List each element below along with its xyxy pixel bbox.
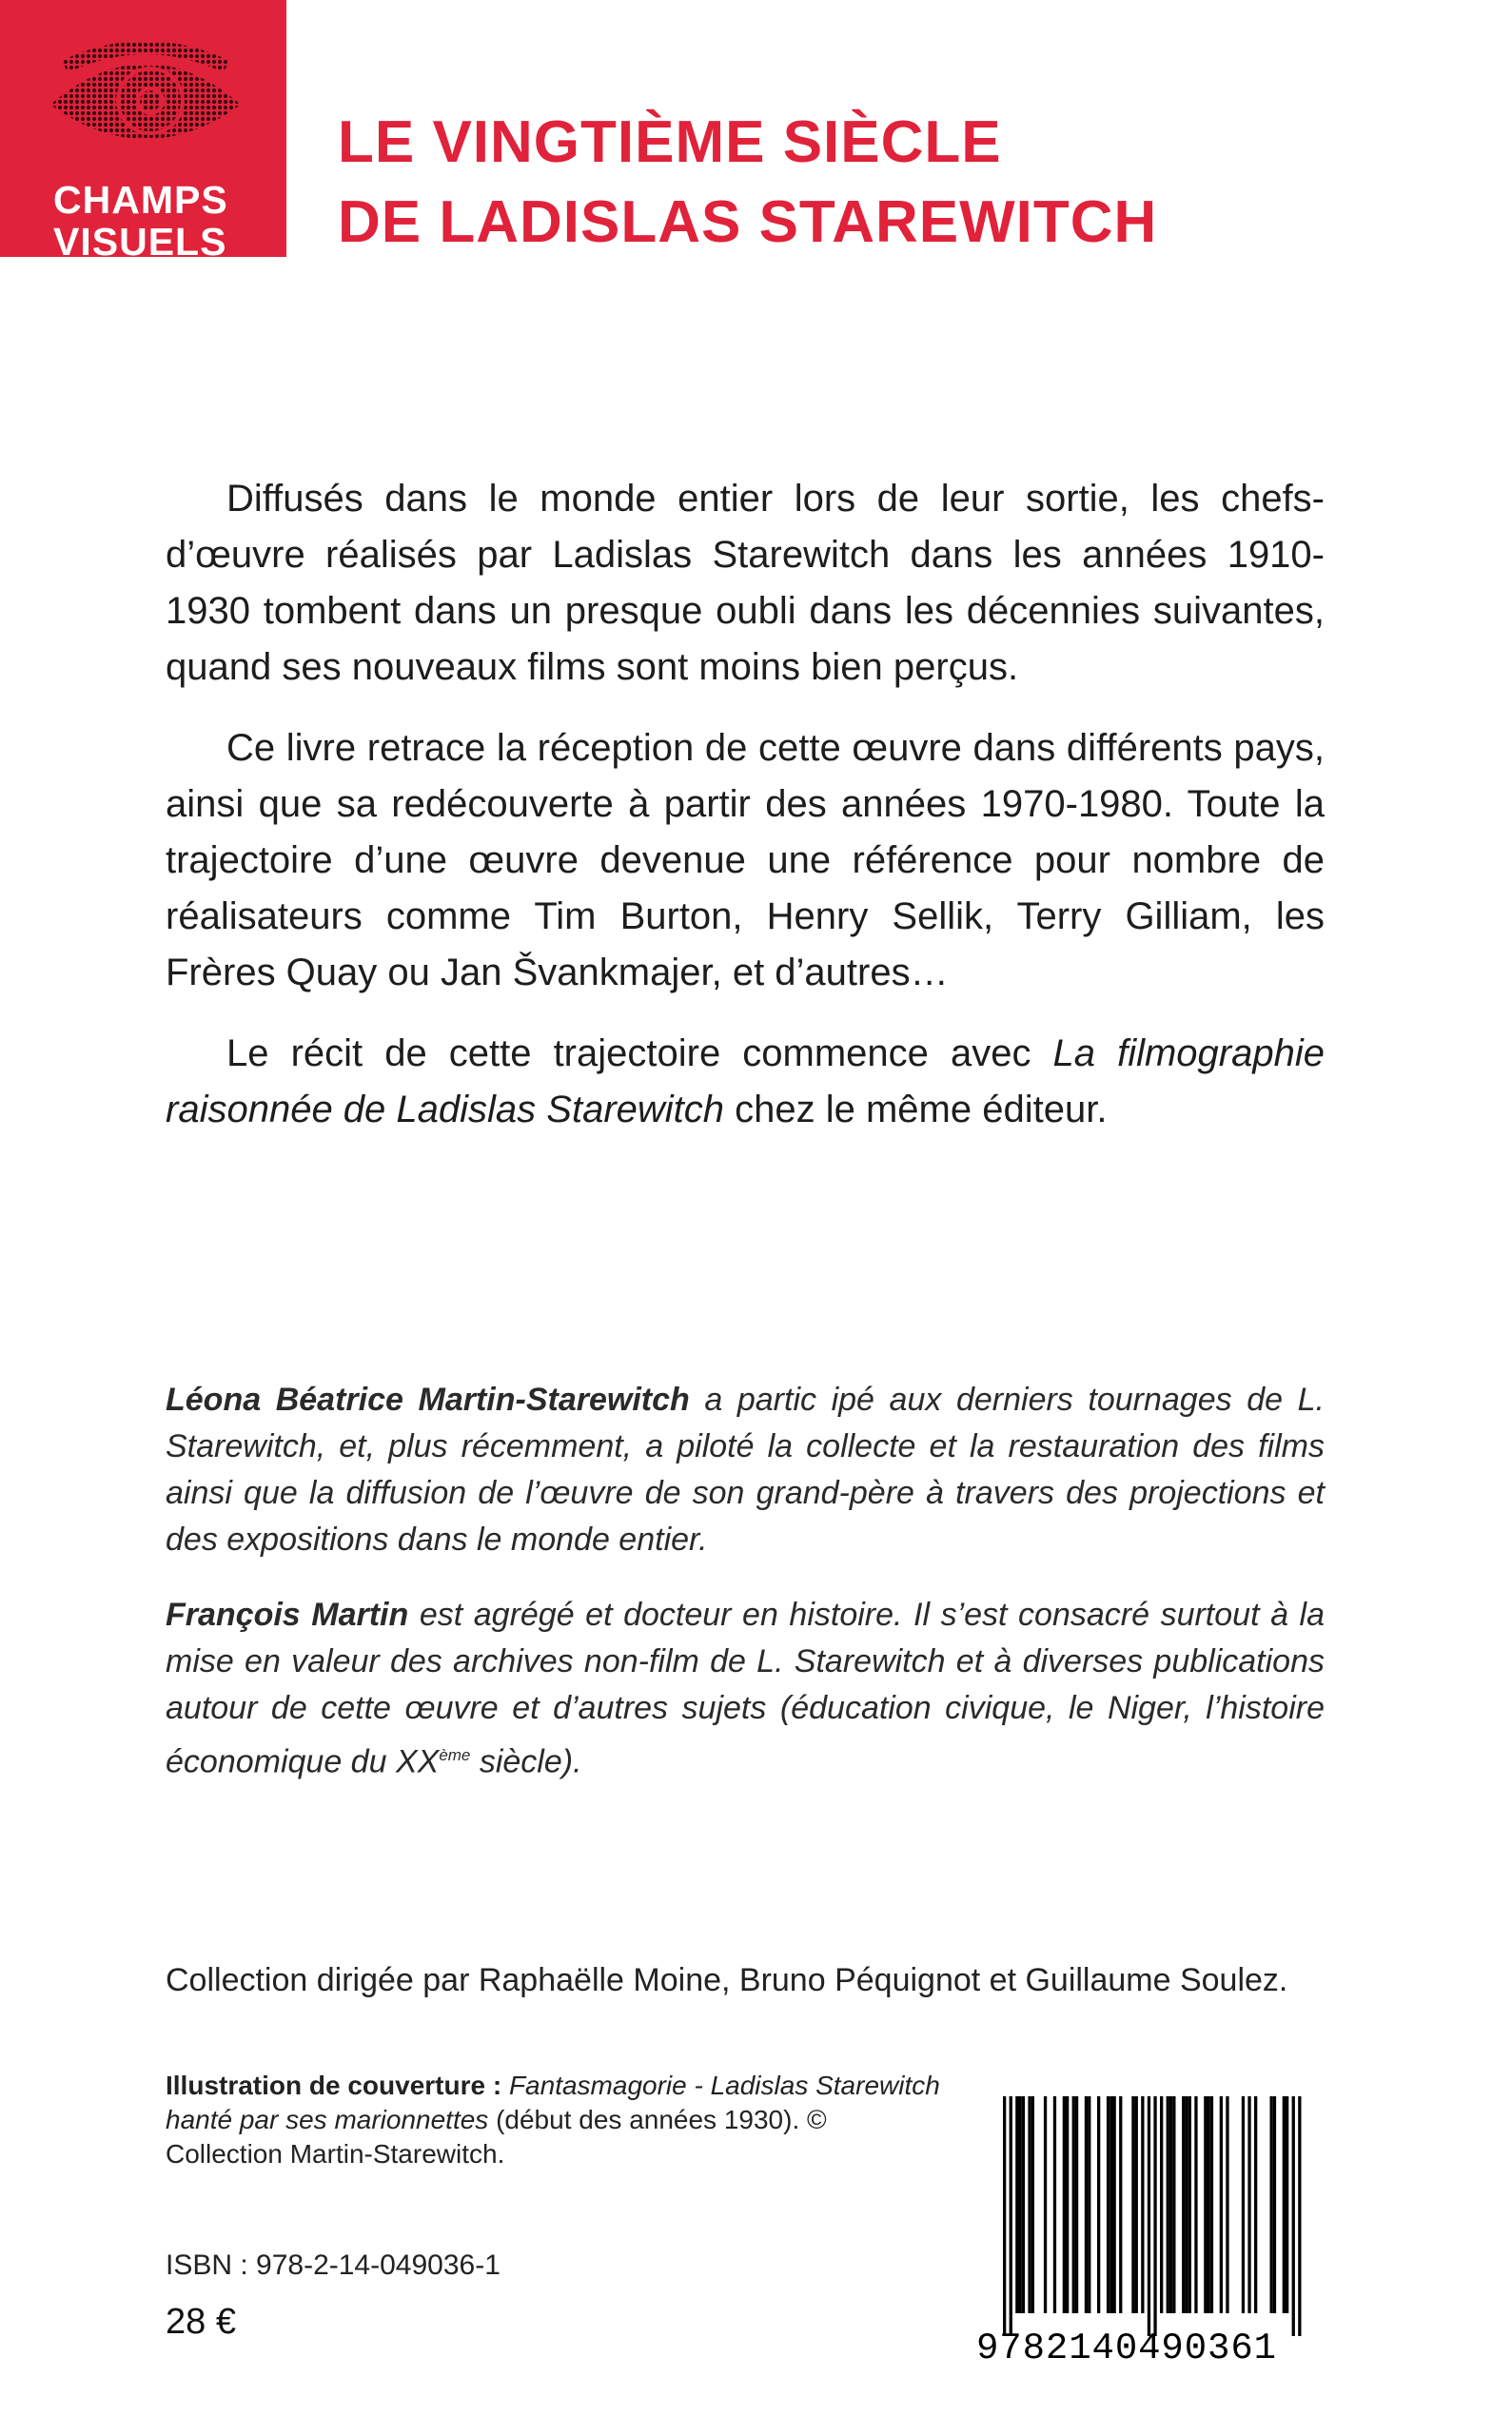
blurb-paragraph-1: Diffusés dans le monde entier lors de leur sortie, les chefs-d’œuvre réalisés par Ladislas Starewitch dans les années 1910-1930 tombent dans un presque oubli dans les décennies suivantes, quand ses nouveaux films sont moins bien perçus. [166,478,1325,688]
barcode-bar [1119,2096,1122,2313]
barcode-bar [1204,2096,1207,2313]
barcode-bar [1107,2096,1109,2313]
barcode-bar [1072,2096,1075,2313]
author-bio-2-text: est agrégé et docteur en histoire. Il s’est consacré surtout à la mise en valeur des archives non-film de L. Starewitch et à diverses publications autour de cette œuvre et d’autres sujets (éducation civique, le Niger, l’histoire économique du XX [166,1597,1325,1780]
barcode-bar [1188,2096,1191,2313]
barcode-bar [1185,2096,1188,2313]
barcode-bar [1028,2096,1031,2313]
book-title-line2: DE LADISLAS STAREWITCH [338,189,1158,255]
barcode-bar [1194,2096,1197,2313]
blurb-paragraph-3 [166,1026,1325,1138]
barcode-bar [1167,2096,1169,2313]
author-bio-2-sup: ème [439,1746,471,1764]
barcode-bar [1220,2096,1223,2313]
barcode-bar [1160,2096,1163,2313]
barcode-bar [1085,2096,1088,2313]
collection-name-line1: CHAMPS [53,178,228,222]
cover-credits [166,2069,946,2171]
author-bio-2-end: siècle). [470,1743,582,1780]
barcode-bar [1135,2096,1138,2313]
book-title-line1: LE VINGTIÈME SIÈCLE [338,109,1002,175]
price: 28 € [166,2302,236,2342]
barcode-bar [1210,2096,1213,2313]
author-bio-1 [166,1377,1325,1563]
barcode-bar [1003,2096,1006,2336]
barcode [976,2096,1323,2369]
barcode-bar [1169,2096,1172,2313]
referenced-book-title: La filmographie raisonnée de Ladislas Starewitch [166,1032,1325,1130]
cover-illustration-title: Fantasmagorie - Ladislas Starewitch hanté par ses marionnettes [166,2071,940,2134]
collection-directors: Collection dirigée par Raphaëlle Moine, Bruno Péquignot et Guillaume Soulez. [166,1962,1288,1998]
barcode-bar [1088,2096,1090,2313]
barcode-bar [1208,2096,1210,2313]
barcode-bar [1031,2096,1034,2313]
cover-credits-label: Illustration de couverture : [166,2071,502,2100]
barcode-bar [1270,2096,1273,2313]
barcode-bar [1226,2096,1228,2313]
eye-icon [46,30,245,164]
barcode-bar [1053,2096,1056,2313]
barcode-bar [1131,2096,1134,2313]
barcode-bar [1148,2096,1150,2336]
barcode-bar [1292,2096,1295,2336]
book-title [338,103,1157,263]
collection-name [53,179,228,257]
blurb-p3-start: Le récit de cette trajectoire commence avec [226,1032,1053,1074]
barcode-bar [1153,2096,1156,2336]
barcode-bar [1044,2096,1047,2313]
barcode-bar [1298,2096,1301,2336]
barcode-bar [1066,2096,1069,2313]
barcode-digits: 9782140490361 [976,2328,1277,2369]
barcode-bar [1113,2096,1116,2313]
author-name-1: Léona Béatrice Martin-Starewitch [166,1382,690,1418]
author-bio-2 [166,1592,1325,1785]
barcode-bar [1254,2096,1257,2313]
collection-logo [0,0,286,257]
barcode-bar [1247,2096,1250,2313]
barcode-bar [1022,2096,1025,2313]
blurb-paragraph-2: Ce livre retrace la réception de cette œuvre dans différents pays, ainsi que sa redécouverte à partir des années 1970-1980. Toute la trajectoire d’une œuvre devenue une référence pour nombre de réalisateurs comme Tim Burton, Henry Sellik, Terry Gilliam, les Frères Quay ou Jan Švankmajer, et d’autres… [166,727,1325,993]
isbn: ISBN : 978-2-14-049036-1 [166,2249,501,2281]
author-name-2: François Martin [166,1597,409,1633]
barcode-bar [1019,2096,1022,2313]
barcode-bar [1283,2096,1286,2313]
barcode-bar [1182,2096,1185,2313]
barcode-bar [1075,2096,1078,2313]
barcode-bar [1141,2096,1144,2313]
barcode-bar [1242,2096,1245,2313]
author-bios [166,1377,1325,1814]
collection-name-line2: VISUELS [53,220,227,257]
barcode-bar [1286,2096,1288,2313]
barcode-bar [1010,2096,1012,2336]
blurb-p3-end: chez le même éditeur. [724,1089,1108,1130]
barcode-bar [1172,2096,1175,2313]
author-bio-1-text: a partic ipé aux derniers tournages de L. Starewitch, et, plus récemment, a piloté la collecte et la restauration des films ainsi que la diffusion de l’œuvre de son grand-père à travers des projections et des expositions dans le monde entier. [166,1382,1325,1558]
blurb [166,471,1325,1163]
barcode-bar [1015,2096,1018,2313]
barcode-bar [1109,2096,1112,2313]
barcode-bars [980,2096,1323,2340]
barcode-bar [1097,2096,1100,2313]
barcode-bar [1063,2096,1066,2313]
cover-credits-rest: (début des années 1930). © Collection Martin-Starewitch. [166,2105,827,2169]
barcode-bar [1273,2096,1276,2313]
